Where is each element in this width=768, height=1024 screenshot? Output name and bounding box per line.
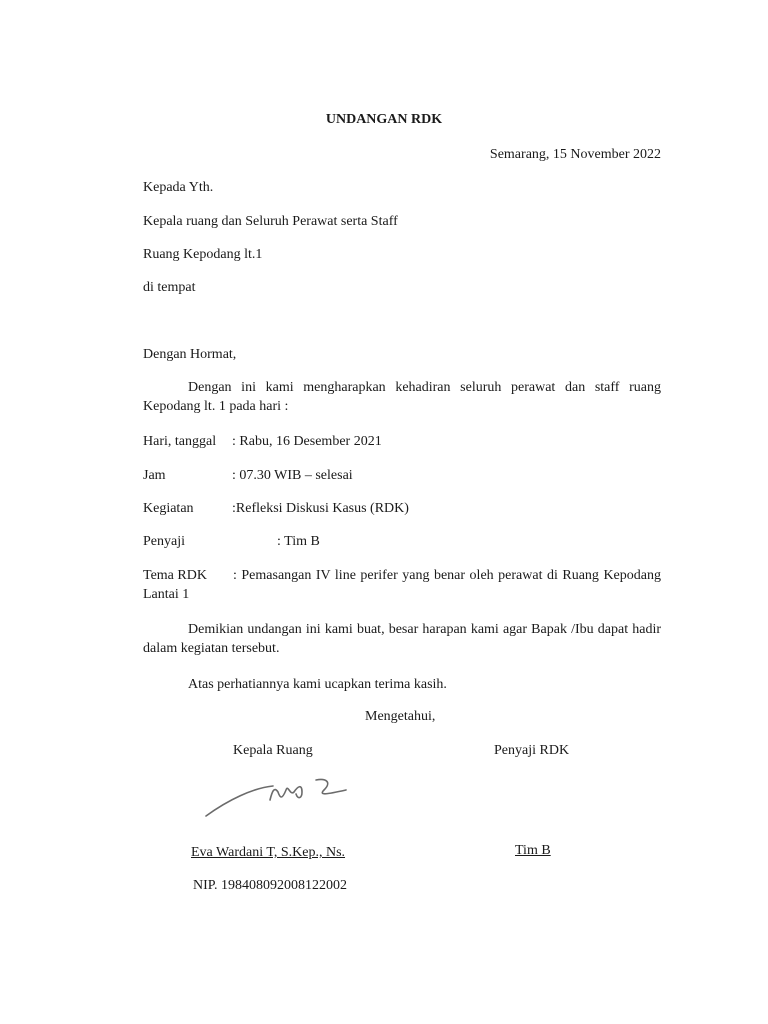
greeting: Dengan Hormat,	[143, 347, 237, 362]
thanks-line: Atas perhatiannya kami ucapkan terima kasih.	[188, 677, 447, 692]
right-signatory-name: Tim B	[515, 843, 551, 858]
addressee-line3: di tempat	[143, 280, 196, 295]
addressee-line1: Kepala ruang dan Seluruh Perawat serta Staff	[143, 214, 398, 229]
addressee-line2: Ruang Kepodang lt.1	[143, 247, 263, 262]
presenter-value: : Tim B	[277, 534, 320, 549]
activity-label: Kegiatan	[143, 501, 194, 516]
date-value: : Rabu, 16 Desember 2021	[232, 434, 382, 449]
left-signatory-nip: NIP. 198408092008122002	[193, 878, 348, 893]
closing-paragraph: Demikian undangan ini kami buat, besar harapan kami agar Bapak /Ibu dapat hadir dalam kegiatan tersebut.	[143, 622, 661, 656]
left-signatory-name: Eva Wardani T, S.Kep., Ns.	[191, 845, 346, 860]
presenter-label: Penyaji	[143, 534, 185, 549]
right-signatory-title: Penyaji RDK	[494, 743, 570, 758]
left-signatory-title: Kepala Ruang	[233, 743, 313, 758]
document-title: UNDANGAN RDK	[325, 112, 443, 127]
addressee-to: Kepada Yth.	[143, 180, 214, 195]
theme-label: Tema RDK	[143, 568, 207, 583]
time-label: Jam	[143, 468, 166, 483]
intro-paragraph: Dengan ini kami mengharapkan kehadiran seluruh perawat dan staff ruang Kepodang lt. 1 pada hari :	[143, 380, 661, 414]
theme-value: : Pemasangan IV line perifer yang benar oleh perawat di Ruang Kepodang Lantai 1	[143, 568, 661, 602]
handwritten-signature	[198, 770, 358, 822]
theme-row	[143, 566, 661, 604]
activity-value: :Refleksi Diskusi Kasus (RDK)	[232, 501, 409, 516]
time-value: : 07.30 WIB – selesai	[232, 468, 353, 483]
place-date: Semarang, 15 November 2022	[489, 147, 661, 162]
acknowledged-label: Mengetahui,	[365, 709, 436, 724]
date-label: Hari, tanggal	[143, 434, 217, 449]
